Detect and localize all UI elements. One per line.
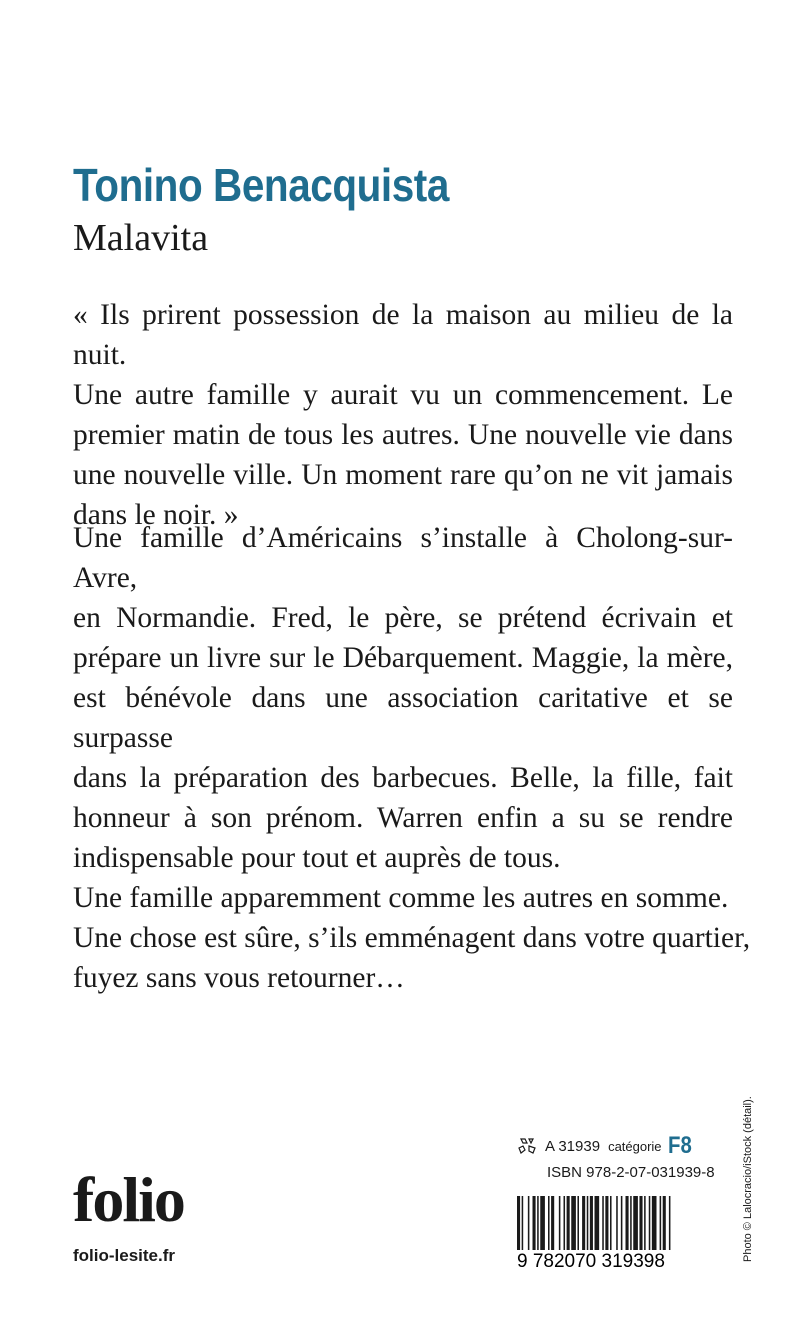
quote-line: Une autre famille y aurait vu un commencement. Le (73, 379, 733, 411)
quote-line: dans le noir. » (73, 499, 239, 531)
category-label: catégorie (608, 1138, 662, 1154)
quote-line: « Ils prirent possession de la maison au milieu de la nuit. (73, 299, 733, 371)
description-line: Une famille d’Américains s’installe à Cholong-sur-Avre, (73, 522, 733, 594)
description-line: fuyez sans vous retourner… (73, 962, 405, 994)
barcode-bar (577, 1196, 579, 1252)
reference-number: A 31939 (545, 1137, 601, 1155)
barcode-bar (548, 1196, 550, 1252)
barcode-bar (605, 1196, 608, 1252)
barcode-bar (551, 1196, 554, 1252)
quote-line: premier matin de tous les autres. Une nouvelle vie dans (73, 419, 733, 451)
barcode-bar (663, 1196, 666, 1252)
barcode-bar (587, 1196, 589, 1252)
barcode-bar (522, 1196, 524, 1252)
barcode-bar (582, 1196, 585, 1252)
description-line: prépare un livre sur le Débarquement. Maggie, la mère, (73, 642, 733, 674)
barcode-bar (595, 1196, 600, 1252)
description-line: honneur à son prénom. Warren enfin a su se rendre (73, 802, 733, 834)
photo-credit: Photo © Lalocracio/iStock (détail). (742, 1096, 754, 1262)
barcode-bar (649, 1196, 651, 1252)
publisher-website[interactable]: folio-lesite.fr (73, 1246, 176, 1265)
quote-line: une nouvelle ville. Un moment rare qu’on ne vit jamais (73, 459, 733, 491)
author-name: Tonino Benacquista (73, 159, 449, 211)
barcode-bar (610, 1196, 612, 1252)
barcode-bar (639, 1196, 642, 1252)
barcode-bar (537, 1196, 539, 1252)
barcode-bar (660, 1196, 662, 1252)
recycling-mark-icon (515, 1136, 539, 1156)
barcode-bar (669, 1196, 671, 1252)
description-line: indispensable pour tout et auprès de tous. (73, 842, 561, 874)
folio-logo: folio (73, 1164, 184, 1235)
barcode-bar (567, 1196, 570, 1252)
description-line: est bénévole dans une association caritative et se surpasse (73, 682, 733, 754)
barcode-bar (564, 1196, 566, 1252)
barcode-bar (528, 1196, 530, 1252)
barcode-bar (621, 1196, 623, 1252)
description-line: Une famille apparemment comme les autres en somme. (73, 882, 729, 914)
barcode-bar (590, 1196, 593, 1252)
barcode-bar (533, 1196, 536, 1252)
barcode-bar (602, 1196, 604, 1252)
barcode-bar (517, 1196, 520, 1252)
barcode-bar (616, 1196, 618, 1252)
barcode-bar (571, 1196, 576, 1252)
barcode-digits: 9 782070 319398 (517, 1251, 665, 1270)
book-description (73, 518, 751, 998)
description-line: en Normandie. Fred, le père, se prétend écrivain et (73, 602, 733, 634)
description-line: dans la préparation des barbecues. Belle, la fille, fait (73, 762, 733, 794)
barcode (515, 1196, 723, 1270)
description-line: Une chose est sûre, s’ils emménagent dans votre quartier, (73, 922, 751, 954)
barcode-bar (644, 1196, 646, 1252)
opening-quote (73, 295, 733, 535)
barcode-bar (630, 1196, 632, 1252)
book-title: Malavita (73, 217, 209, 259)
isbn: ISBN 978-2-07-031939-8 (547, 1164, 715, 1181)
barcode-bar (626, 1196, 629, 1252)
category-code: F8 (667, 1132, 692, 1159)
barcode-bar (540, 1196, 545, 1252)
barcode-bar (633, 1196, 638, 1252)
barcode-bar (559, 1196, 561, 1252)
book-codes (515, 1132, 723, 1181)
barcode-bar (652, 1196, 657, 1252)
